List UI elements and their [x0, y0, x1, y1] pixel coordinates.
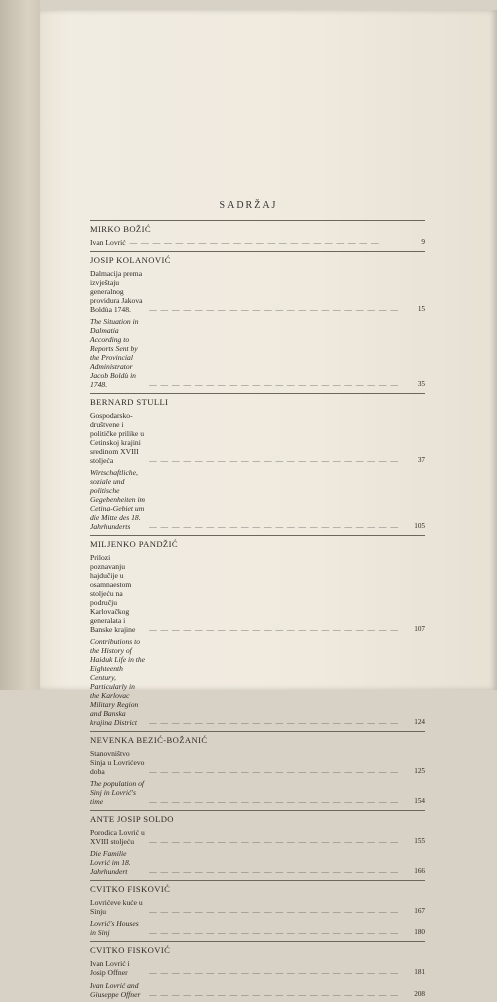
- dot-leader: — — — — — — — — — — — — — — — — — — — — — —: [149, 837, 399, 846]
- page-number: 107: [414, 625, 425, 633]
- contents-heading: SADRŽAJ: [219, 200, 278, 211]
- toc-section: [90, 880, 425, 937]
- page-number: 125: [414, 767, 425, 775]
- author-name: BERNARD STULLI: [90, 397, 169, 407]
- entry-title: Lovrić's Houses in Sinj: [90, 919, 139, 937]
- dot-leader: — — — — — — — — — — — — — — — — — — — — — —: [129, 238, 380, 247]
- book-spine-shadow: [0, 0, 40, 690]
- dot-leader: — — — — — — — — — — — — — — — — — — — — — —: [149, 625, 399, 634]
- author-name: CVITKO FISKOVIĆ: [90, 945, 171, 955]
- dot-leader: — — — — — — — — — — — — — — — — — — — — — —: [149, 968, 399, 977]
- toc-entry: [90, 553, 425, 634]
- entry-title: Wirtschaftliche, soziale und politische Gegebenheiten im Cetina-Gebiet um die Mitte des 18. Jahrhunderts: [90, 468, 146, 531]
- toc-entry: [90, 779, 425, 806]
- dot-leader: — — — — — — — — — — — — — — — — — — — — — —: [149, 990, 399, 999]
- table-of-contents: [90, 220, 425, 1002]
- dot-leader: — — — — — — — — — — — — — — — — — — — — — —: [149, 867, 399, 876]
- page-number: 167: [414, 907, 425, 915]
- toc-section: [90, 810, 425, 876]
- dot-leader: — — — — — — — — — — — — — — — — — — — — — —: [149, 928, 399, 937]
- page-number: 181: [414, 968, 425, 976]
- dot-leader: — — — — — — — — — — — — — — — — — — — — — —: [149, 907, 399, 916]
- toc-entry: [90, 411, 425, 465]
- dot-leader: — — — — — — — — — — — — — — — — — — — — — —: [149, 380, 399, 389]
- toc-section: [90, 251, 425, 389]
- page-number: 15: [417, 305, 425, 313]
- toc-section: [90, 393, 425, 531]
- page-number: 37: [417, 456, 425, 464]
- toc-entry: [90, 981, 425, 999]
- author-name: MIRKO BOŽIĆ: [90, 224, 151, 234]
- entry-title: Die Familie Lovrić im 18. Jahrhundert: [90, 849, 131, 876]
- page-number: 154: [414, 797, 425, 805]
- toc-entry: [90, 317, 425, 389]
- author-name: CVITKO FISKOVIĆ: [90, 884, 171, 894]
- toc-entry: [90, 828, 425, 846]
- toc-entry: [90, 749, 425, 776]
- toc-entry: [90, 959, 425, 977]
- entry-title: Ivan Lovrić and Giuseppe Offner: [90, 981, 141, 999]
- dot-leader: — — — — — — — — — — — — — — — — — — — — — —: [149, 522, 399, 531]
- toc-entry: [90, 269, 425, 314]
- page-number: 124: [414, 718, 425, 726]
- entry-title: Ivan Lovrić: [90, 238, 126, 247]
- page-number: 166: [414, 867, 425, 875]
- dot-leader: — — — — — — — — — — — — — — — — — — — — — —: [149, 456, 399, 465]
- page-number: 208: [414, 990, 425, 998]
- dot-leader: — — — — — — — — — — — — — — — — — — — — — —: [149, 767, 399, 776]
- toc-section: [90, 941, 425, 977]
- entry-title: Gospodarsko-društvene i političke prilike u Cetinskoj krajini sredinom XVIII stoljeća: [90, 411, 144, 465]
- author-name: MILJENKO PANDŽIĆ: [90, 539, 178, 549]
- dot-leader: — — — — — — — — — — — — — — — — — — — — — —: [149, 718, 399, 727]
- entry-title: Dalmacija prema izvještaju generalnog providura Jakova Boldùa 1748.: [90, 269, 143, 314]
- entry-title: Stanovništvo Sinja u Lovrićevo doba: [90, 749, 145, 776]
- dot-leader: — — — — — — — — — — — — — — — — — — — — — —: [149, 797, 399, 806]
- toc-entry: [90, 919, 425, 937]
- toc-entry: [90, 238, 425, 247]
- author-name: JOSIP KOLANOVIĆ: [90, 255, 171, 265]
- toc-entry: [90, 849, 425, 876]
- toc-entry: [90, 637, 425, 727]
- author-name: ANTE JOSIP SOLDO: [90, 814, 174, 824]
- entry-title: Contributions to the History of Haiduk Life in the Eighteenth Century, Particularly in the Karlovac Military Region and Banska krajina District: [90, 637, 146, 727]
- page-number: 105: [414, 522, 425, 530]
- toc-section: [90, 220, 425, 247]
- author-name: NEVENKA BEZIĆ-BOŽANIĆ: [90, 735, 208, 745]
- entry-title: The Situation in Dalmatia According to Reports Sent by the Provincial Administrator Jacob Boldù in 1748.: [90, 317, 139, 389]
- toc-entry: [90, 468, 425, 531]
- page-number: 180: [414, 928, 425, 936]
- toc-section: [90, 535, 425, 727]
- entry-title: Lovrićeve kuće u Sinju: [90, 898, 143, 916]
- entry-title: The population of Sinj in Lovrić's time: [90, 779, 145, 806]
- toc-section: [90, 731, 425, 806]
- page-number: 35: [417, 380, 425, 388]
- page-number: 9: [421, 238, 425, 246]
- entry-title: Porodica Lovrić u XVIII stoljeću: [90, 828, 145, 846]
- entry-title: Prilozi poznavanju hajdučije u osamnaestom stoljeću na području Karlovačkog generalata i Banske krajine: [90, 553, 136, 634]
- entry-title: Ivan Lovrić i Josip Offner: [90, 959, 130, 977]
- toc-entry: [90, 898, 425, 916]
- page-number: 155: [414, 837, 425, 845]
- dot-leader: — — — — — — — — — — — — — — — — — — — — — —: [149, 305, 399, 314]
